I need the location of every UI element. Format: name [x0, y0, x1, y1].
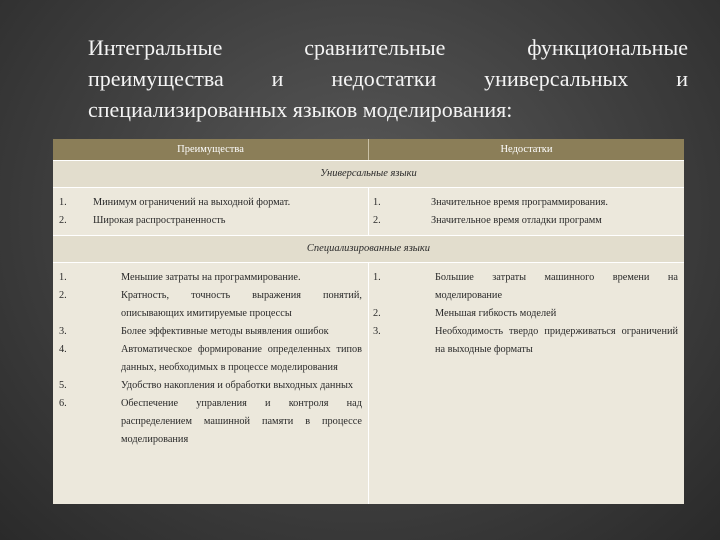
table-header: [53, 139, 684, 160]
list-item: [373, 323, 678, 359]
item-number: 2.: [59, 290, 67, 301]
item-number: 1.: [59, 272, 67, 283]
item-text: Удобство накопления и обработки выходных данных: [121, 380, 354, 391]
specialized-advantages: [59, 269, 362, 449]
item-text: Более эффективные методы выявления ошибок: [121, 326, 329, 337]
slide-title: [88, 32, 688, 125]
column-divider: [368, 263, 369, 504]
section-universal-label: Универсальные языки: [53, 160, 684, 187]
item-number: 2.: [59, 215, 67, 226]
list-item: [59, 377, 362, 395]
item-number: 2.: [373, 308, 381, 319]
table-row-specialized: [53, 262, 684, 504]
list-item: [373, 269, 678, 305]
list-item: [373, 212, 678, 230]
header-advantages: Преимущества: [177, 144, 244, 155]
list-item: [373, 305, 678, 323]
item-number: 2.: [373, 215, 381, 226]
list-item: [59, 323, 362, 341]
list-item: [59, 212, 362, 230]
item-text: Автоматическое формирование определенных типов данных, необходимых в процессе моделирования: [121, 344, 362, 373]
item-text: Большие затраты машинного времени на моделирование: [435, 272, 678, 301]
list-item: [59, 194, 362, 212]
header-disadvantages: Недостатки: [500, 144, 553, 155]
list-item: [59, 269, 362, 287]
slide-title-line: преимущества и недостатки универсальных и: [88, 66, 688, 91]
item-number: 5.: [59, 380, 67, 391]
section-specialized-label: Специализированные языки: [53, 235, 684, 262]
item-number: 4.: [59, 344, 67, 355]
slide-title-line: Интегральные сравнительные функциональные: [88, 35, 688, 60]
list-item: [59, 341, 362, 377]
item-text: Значительное время отладки программ: [431, 215, 602, 226]
slide-title-line: специализированных языков моделирования:: [88, 97, 513, 122]
item-number: 1.: [59, 197, 67, 208]
item-text: Необходимость твердо придерживаться ограничений на выходные форматы: [435, 326, 678, 355]
specialized-disadvantages: [373, 269, 678, 359]
item-text: Меньшая гибкость моделей: [435, 308, 557, 319]
item-number: 1.: [373, 197, 381, 208]
item-number: 3.: [59, 326, 67, 337]
item-text: Значительное время программирования.: [431, 197, 608, 208]
table-row-universal: [53, 187, 684, 235]
list-item: [59, 395, 362, 449]
column-divider: [368, 188, 369, 235]
list-item: [373, 194, 678, 212]
item-text: Широкая распространенность: [93, 215, 226, 226]
item-number: 1.: [373, 272, 381, 283]
item-text: Меньшие затраты на программирование.: [121, 272, 301, 283]
item-number: 3.: [373, 326, 381, 337]
list-item: [59, 287, 362, 323]
comparison-table: [53, 139, 684, 503]
universal-disadvantages: [373, 194, 678, 230]
universal-advantages: [59, 194, 362, 230]
item-number: 6.: [59, 398, 67, 409]
item-text: Минимум ограничений на выходной формат.: [93, 197, 291, 208]
item-text: Кратность, точность выражения понятий, описывающих имитируемые процессы: [121, 290, 362, 319]
item-text: Обеспечение управления и контроля над распределением машинной памяти в процессе моделирования: [121, 398, 362, 445]
